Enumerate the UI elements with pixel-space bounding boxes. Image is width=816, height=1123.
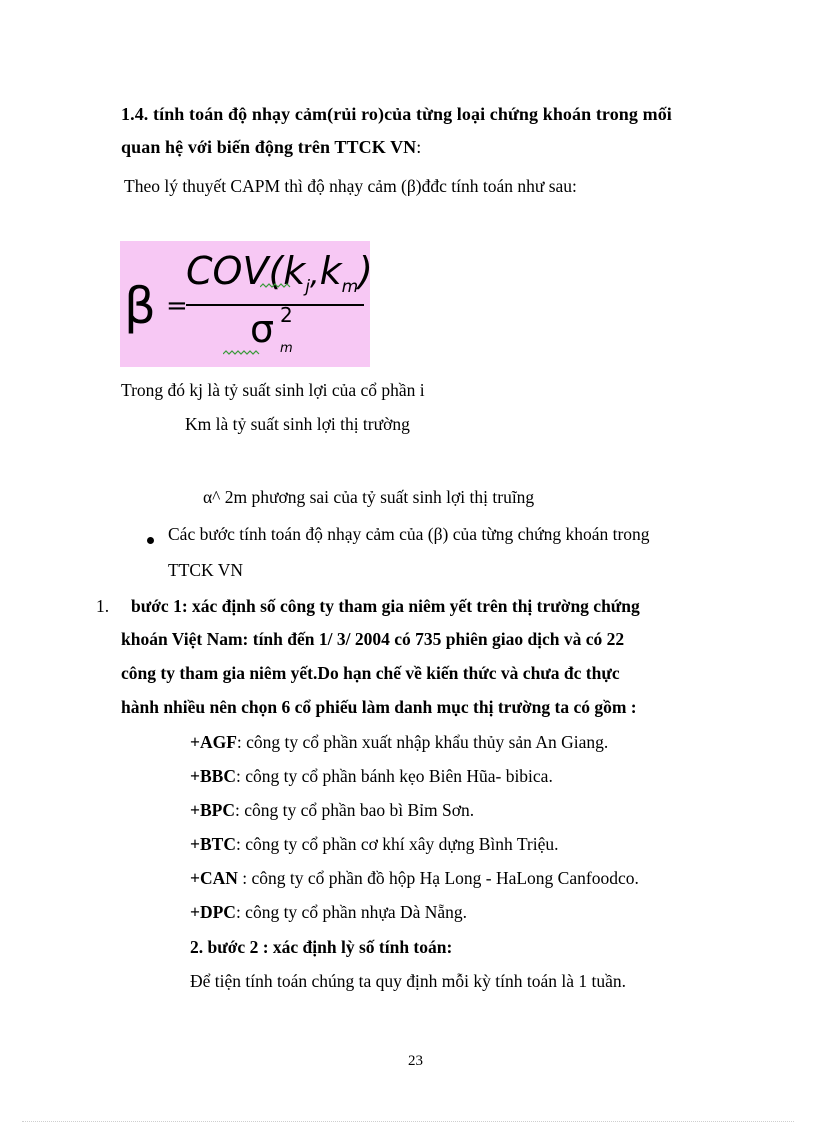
spellcheck-squiggle-icon [260, 283, 300, 291]
step1-line: khoán Việt Nam: tính đến 1/ 3/ 2004 có 735 phiên giao dịch và có 22 [121, 629, 625, 649]
step2-title: 2. bước 2 : xác định lỳ số tính toán: [190, 937, 453, 957]
page-number: 23 [408, 1053, 423, 1069]
intro-text: Theo lý thuyết CAPM thì độ nhạy cảm (β)đđc tính toán như sau: [124, 176, 577, 196]
beta-formula-image [120, 241, 373, 367]
formula-fraction-bar [186, 304, 364, 306]
stock-item: +BTC: công ty cổ phần cơ khí xây dựng Bình Triệu. [190, 834, 559, 854]
formula-numerator: $COV(k_j,k_m)$ [186, 249, 373, 297]
formula-sigma: σ [250, 307, 275, 351]
section-heading-line2 [121, 137, 421, 158]
formula-sub-m2: m [280, 341, 293, 356]
bullet-line1: Các bước tính toán độ nhạy cảm của (β) của từng chứng khoán trong [168, 524, 650, 544]
spellcheck-squiggle-icon [223, 350, 263, 358]
step1-number: 1. [96, 596, 110, 616]
bullet-icon [147, 537, 154, 544]
definition-km: Km là tỷ suất sinh lợi thị trường [185, 414, 410, 434]
stock-item: +BBC: công ty cổ phần bánh kẹo Biên Hũa- bibica. [190, 766, 553, 786]
formula-beta: β [124, 277, 156, 335]
section-heading-colon: : [416, 137, 422, 157]
step1-line: công ty tham gia niêm yết.Do hạn chế về kiến thức và chưa đc thực [121, 663, 620, 683]
step1-line: bước 1: xác định số công ty tham gia niêm yết trên thị trường chứng [131, 596, 640, 616]
stock-item: +DPC: công ty cổ phần nhựa Dà Nẵng. [190, 902, 468, 922]
step2-text: Để tiện tính toán chúng ta quy định mỗi kỳ tính toán là 1 tuần. [190, 971, 626, 991]
stock-item: +CAN : công ty cổ phần đồ hộp Hạ Long - HaLong Canfoodco. [190, 868, 639, 888]
section-heading-text: quan hệ với biến động trên TTCK VN [121, 137, 417, 157]
step1-line: hành nhiều nên chọn 6 cổ phiếu làm danh mục thị trường ta có gồm : [121, 697, 637, 717]
bullet-line2: TTCK VN [168, 560, 244, 580]
page-bottom-border [22, 1121, 794, 1122]
formula-equals: = [166, 291, 188, 321]
definition-sigma: α^ 2m phương sai của tỷ suất sinh lợi thị truĩng [203, 487, 535, 507]
stock-item: +AGF: công ty cổ phần xuất nhập khẩu thủy sản An Giang. [190, 732, 609, 752]
definition-kj: Trong đó kj là tỷ suất sinh lợi của cổ phần i [121, 380, 425, 400]
stock-item: +BPC: công ty cổ phần bao bì Bỉm Sơn. [190, 800, 475, 820]
formula-sup2: 2 [280, 303, 293, 327]
section-heading-line1: 1.4. tính toán độ nhạy cảm(rủi ro)của từng loại chứng khoán trong mối [121, 104, 672, 124]
